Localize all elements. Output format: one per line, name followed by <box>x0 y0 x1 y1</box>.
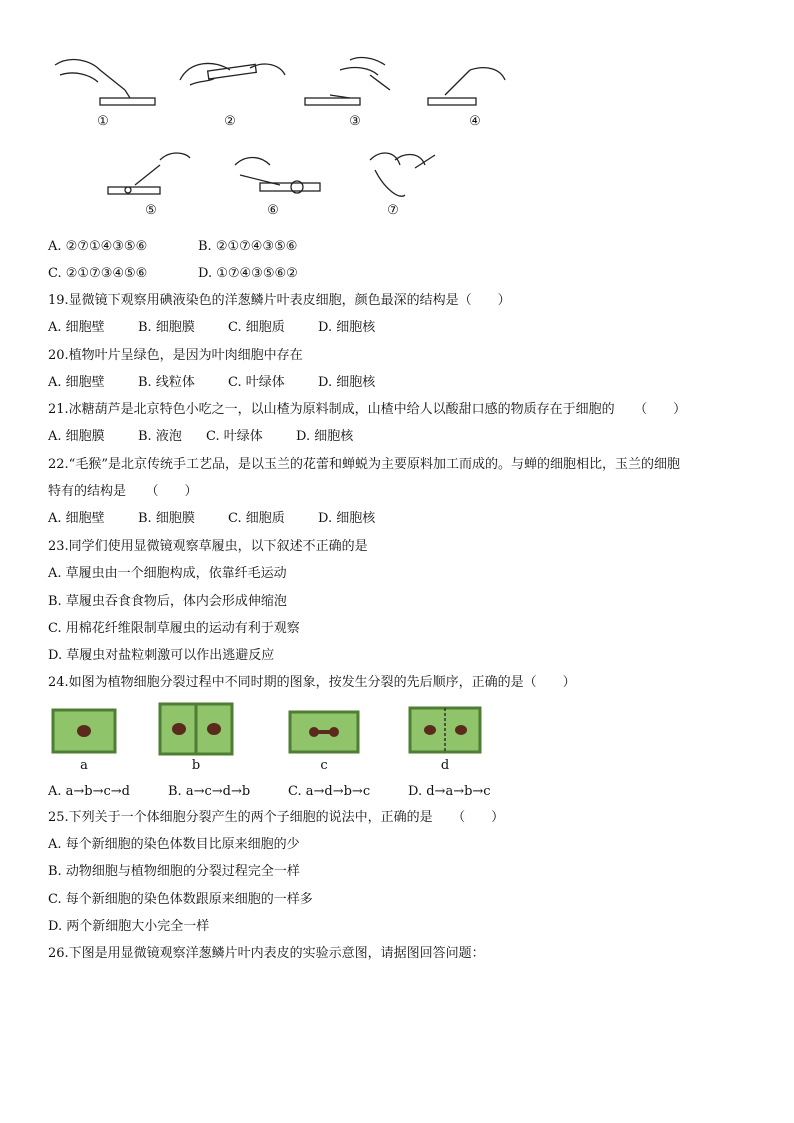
q25-option-d[interactable]: D. 两个新细胞大小完全一样 <box>48 919 210 934</box>
q19-stem: 19.显微镜下观察用碘液染色的洋葱鳞片叶表皮细胞，颜色最深的结构是（ ） <box>48 293 511 308</box>
q19-option-c[interactable]: C. 细胞质 <box>228 320 285 335</box>
q22-option-c[interactable]: C. 细胞质 <box>228 511 285 526</box>
q24-option-d[interactable]: D. d→a→b→c <box>408 784 491 799</box>
q18-options-row2 <box>48 265 298 283</box>
q26-stem: 26.下图是用显微镜观察洋葱鳞片叶内表皮的实验示意图，请据图回答问题： <box>48 946 485 961</box>
q22-options <box>48 510 375 528</box>
q19-option-d[interactable]: D. 细胞核 <box>318 320 376 335</box>
q21-option-c[interactable]: C. 叶绿体 <box>206 429 263 444</box>
q18-option-a[interactable]: A. ②⑦①④③⑤⑥ <box>48 239 148 254</box>
q25-stem: 25.下列关于一个体细胞分裂产生的两个子细胞的说法中，正确的是 （ ） <box>48 810 505 825</box>
step-5-drawing <box>108 153 190 194</box>
step-3-drawing <box>305 58 390 105</box>
step-6-drawing <box>235 158 320 194</box>
q22-stem-line1: 22.“毛猴”是北京传统手工艺品，是以玉兰的花蕾和蝉蜕为主要原料加工而成的。与蝉的细胞相比，玉兰的细胞 <box>48 457 680 472</box>
q25-option-b[interactable]: B. 动物细胞与植物细胞的分裂过程完全一样 <box>48 864 300 879</box>
cell-label-d: d <box>440 758 450 773</box>
cell-label-b: b <box>191 758 201 773</box>
q18-option-b[interactable]: B. ②①⑦④③⑤⑥ <box>198 239 298 254</box>
q24-option-a[interactable]: A. a→b→c→d <box>48 784 131 799</box>
q18-option-d[interactable]: D. ①⑦④③⑤⑥② <box>198 266 298 281</box>
q23-option-b[interactable]: B. 草履虫吞食食物后，体内会形成伸缩泡 <box>48 594 287 609</box>
q20-option-d[interactable]: D. 细胞核 <box>318 375 376 390</box>
cell-a-nucleus <box>77 725 91 737</box>
step-1-drawing <box>55 60 155 105</box>
q25-option-a[interactable]: A. 每个新细胞的染色体数目比原来细胞的少 <box>48 837 300 852</box>
q21-option-b[interactable]: B. 液泡 <box>138 429 182 444</box>
step-4-drawing <box>428 68 505 105</box>
q19-option-b[interactable]: B. 细胞膜 <box>138 320 195 335</box>
step-label-4: ④ <box>469 114 481 129</box>
q24-option-b[interactable]: B. a→c→d→b <box>168 784 251 799</box>
q24-option-c[interactable]: C. a→d→b→c <box>288 784 371 799</box>
q23-stem: 23.同学们使用显微镜观察草履虫，以下叙述不正确的是 <box>48 539 368 554</box>
q19-option-a[interactable]: A. 细胞壁 <box>48 320 105 335</box>
step-2-drawing <box>180 63 285 85</box>
q21-option-d[interactable]: D. 细胞核 <box>296 429 354 444</box>
q21-stem: 21.冰糖葫芦是北京特色小吃之一，以山楂为原料制成，山楂中给人以酸甜口感的物质存在于细胞的 （ ） <box>48 402 687 417</box>
q19-options <box>48 319 375 337</box>
q20-option-b[interactable]: B. 线粒体 <box>138 375 195 390</box>
q22-option-b[interactable]: B. 细胞膜 <box>138 511 195 526</box>
step-label-6: ⑥ <box>267 203 279 218</box>
q24-stem: 24.如图为植物细胞分裂过程中不同时期的图象，按发生分裂的先后顺序，正确的是（ ） <box>48 675 576 690</box>
cell-division-figure <box>48 700 498 778</box>
q18-options-row1 <box>48 238 297 256</box>
q23-option-d[interactable]: D. 草履虫对盐粒刺激可以作出逃避反应 <box>48 648 275 663</box>
cell-label-c: c <box>320 758 328 773</box>
q20-options <box>48 374 375 392</box>
q22-stem-line2: 特有的结构是 （ ） <box>48 484 198 499</box>
slide-preparation-figure <box>40 40 520 230</box>
step-7-drawing <box>370 153 435 196</box>
cell-b-nucleus-left <box>172 723 186 735</box>
q20-option-c[interactable]: C. 叶绿体 <box>228 375 285 390</box>
q21-option-a[interactable]: A. 细胞膜 <box>48 429 105 444</box>
q22-option-d[interactable]: D. 细胞核 <box>318 511 376 526</box>
q23-option-c[interactable]: C. 用棉花纤维限制草履虫的运动有利于观察 <box>48 621 300 636</box>
q21-options <box>48 428 353 446</box>
cell-b-nucleus-right <box>207 723 221 735</box>
slide-steps-svg <box>40 40 520 230</box>
step-label-5: ⑤ <box>145 203 157 218</box>
cell-d <box>410 708 480 752</box>
cell-a <box>53 710 115 752</box>
cell-c <box>290 712 358 752</box>
step-label-2: ② <box>224 114 236 129</box>
q23-option-a[interactable]: A. 草履虫由一个细胞构成，依靠纤毛运动 <box>48 566 287 581</box>
q24-options <box>48 783 491 801</box>
q18-option-c[interactable]: C. ②①⑦③④⑤⑥ <box>48 266 148 281</box>
q25-option-c[interactable]: C. 每个新细胞的染色体数跟原来细胞的一样多 <box>48 892 313 907</box>
cell-b <box>160 704 232 754</box>
q20-option-a[interactable]: A. 细胞壁 <box>48 375 105 390</box>
q22-option-a[interactable]: A. 细胞壁 <box>48 511 105 526</box>
cell-label-a: a <box>80 758 88 773</box>
step-label-3: ③ <box>349 114 361 129</box>
q20-stem: 20.植物叶片呈绿色，是因为叶肉细胞中存在 <box>48 348 303 363</box>
step-label-7: ⑦ <box>387 203 399 218</box>
step-label-1: ① <box>97 114 109 129</box>
